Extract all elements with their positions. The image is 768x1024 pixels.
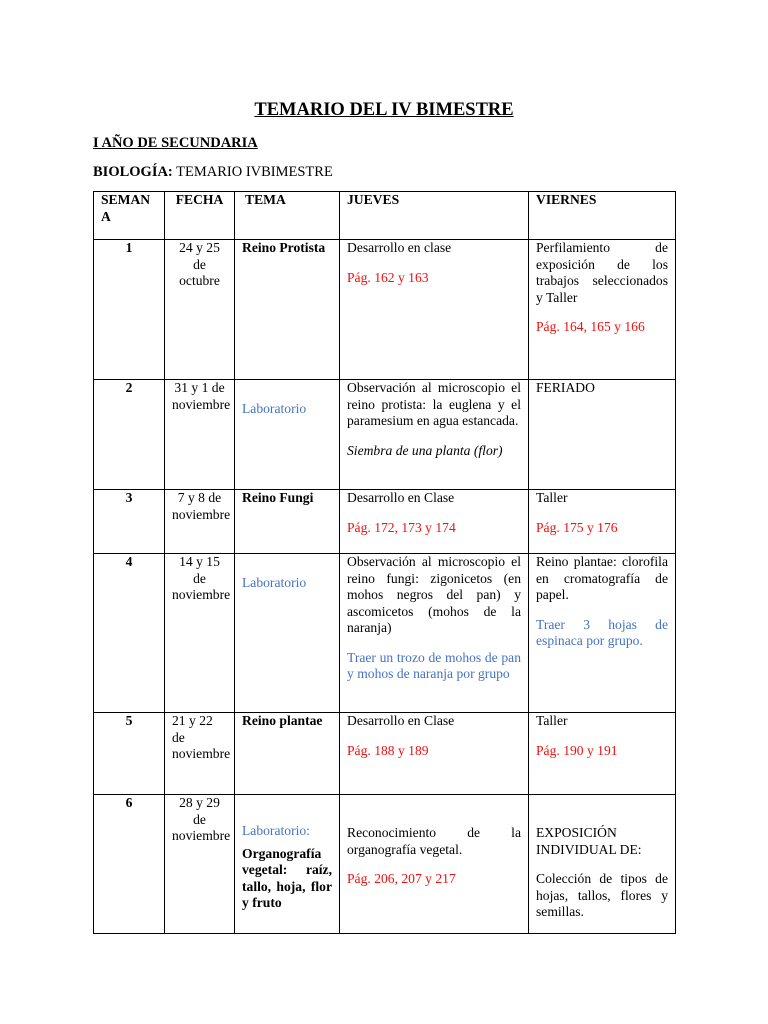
table-row (94, 240, 676, 380)
header-tema: TEMA (235, 192, 340, 240)
week-number: 6 (94, 795, 165, 934)
week-topic: Reino Fungi (235, 490, 340, 554)
table-row (94, 490, 676, 554)
week-number: 3 (94, 490, 165, 554)
syllabus-table (93, 191, 676, 934)
thursday-activity: Desarrollo en Clase Pág. 172, 173 y 174 (340, 490, 529, 554)
friday-page-ref: Pág. 175 y 176 (536, 519, 618, 535)
thursday-note: Traer un trozo de mohos de pan y mohos de naranja por grupo (347, 649, 521, 681)
thursday-activity: Reconocimiento de la organografía vegetal. Pág. 206, 207 y 217 (340, 795, 529, 934)
header-fecha: FECHA (165, 192, 235, 240)
friday-activity: FERIADO (529, 380, 676, 490)
subject-value: TEMARIO IVBIMESTRE (176, 164, 333, 180)
thursday-activity: Desarrollo en clase Pág. 162 y 163 (340, 240, 529, 380)
friday-note: Traer 3 hojas de espinaca por grupo. (536, 616, 668, 648)
document-title: TEMARIO DEL IV BIMESTRE (254, 100, 514, 120)
week-date: 21 y 22 de noviembre (165, 713, 235, 795)
table-row (94, 713, 676, 795)
friday-note: Colección de tipos de hojas, tallos, flores y semillas. (536, 871, 668, 919)
week-number: 5 (94, 713, 165, 795)
header-semana: SEMANA (94, 192, 165, 240)
thursday-activity: Observación al microscopio el reino protista: la euglena y el paramesium en agua estancada. Siembra de una planta (flor) (340, 380, 529, 490)
table-header-row (94, 192, 676, 240)
friday-activity: Reino plantae: clorofila en cromatografía de papel. Traer 3 hojas de espinaca por grupo. (529, 554, 676, 713)
week-date: 31 y 1 de noviembre (165, 380, 235, 490)
friday-page-ref: Pág. 164, 165 y 166 (536, 319, 645, 334)
subject-label: BIOLOGÍA: (93, 164, 173, 180)
friday-activity: Taller Pág. 175 y 176 (529, 490, 676, 554)
thursday-page-ref: Pág. 188 y 189 (347, 742, 429, 758)
friday-activity: Perfilamiento de exposición de los trabajos seleccionados y Taller Pág. 164, 165 y 166 (529, 240, 676, 380)
week-number: 1 (94, 240, 165, 380)
week-date: 28 y 29 de noviembre (165, 795, 235, 934)
friday-activity: Taller Pág. 190 y 191 (529, 713, 676, 795)
week-topic: Reino plantae (235, 713, 340, 795)
thursday-activity: Observación al microscopio el reino fungi: zigonicetos (en mohos negros del pan) y ascomicetos (mohos de la naranja) Traer un trozo de mohos de pan y mohos de naranja por grupo (340, 554, 529, 713)
thursday-page-ref: Pág. 172, 173 y 174 (347, 519, 456, 535)
table-row (94, 795, 676, 934)
grade-subtitle: I AÑO DE SECUNDARIA (93, 135, 258, 151)
thursday-note: Siembra de una planta (flor) (347, 442, 503, 458)
header-viernes: VIERNES (529, 192, 676, 240)
week-date: 24 y 25 de octubre (165, 240, 235, 380)
subject-line (93, 163, 333, 181)
week-topic-detail: Organografía vegetal: raíz, tallo, hoja, flor y fruto (242, 845, 332, 910)
table-row (94, 380, 676, 490)
week-topic: Laboratorio: Organografía vegetal: raíz, tallo, hoja, flor y fruto (235, 795, 340, 934)
week-date: 14 y 15 de noviembre (165, 554, 235, 713)
thursday-page-ref: Pág. 162 y 163 (347, 269, 429, 285)
friday-activity: EXPOSICIÓN INDIVIDUAL DE: Colección de tipos de hojas, tallos, flores y semillas. (529, 795, 676, 934)
week-number: 4 (94, 554, 165, 713)
week-number: 2 (94, 380, 165, 490)
table-row (94, 554, 676, 713)
thursday-page-ref: Pág. 206, 207 y 217 (347, 871, 456, 886)
week-topic: Laboratorio (235, 554, 340, 713)
header-jueves: JUEVES (340, 192, 529, 240)
week-date: 7 y 8 de noviembre (165, 490, 235, 554)
week-topic: Laboratorio (235, 380, 340, 490)
thursday-activity: Desarrollo en Clase Pág. 188 y 189 (340, 713, 529, 795)
friday-page-ref: Pág. 190 y 191 (536, 742, 618, 758)
week-topic: Reino Protista (235, 240, 340, 380)
